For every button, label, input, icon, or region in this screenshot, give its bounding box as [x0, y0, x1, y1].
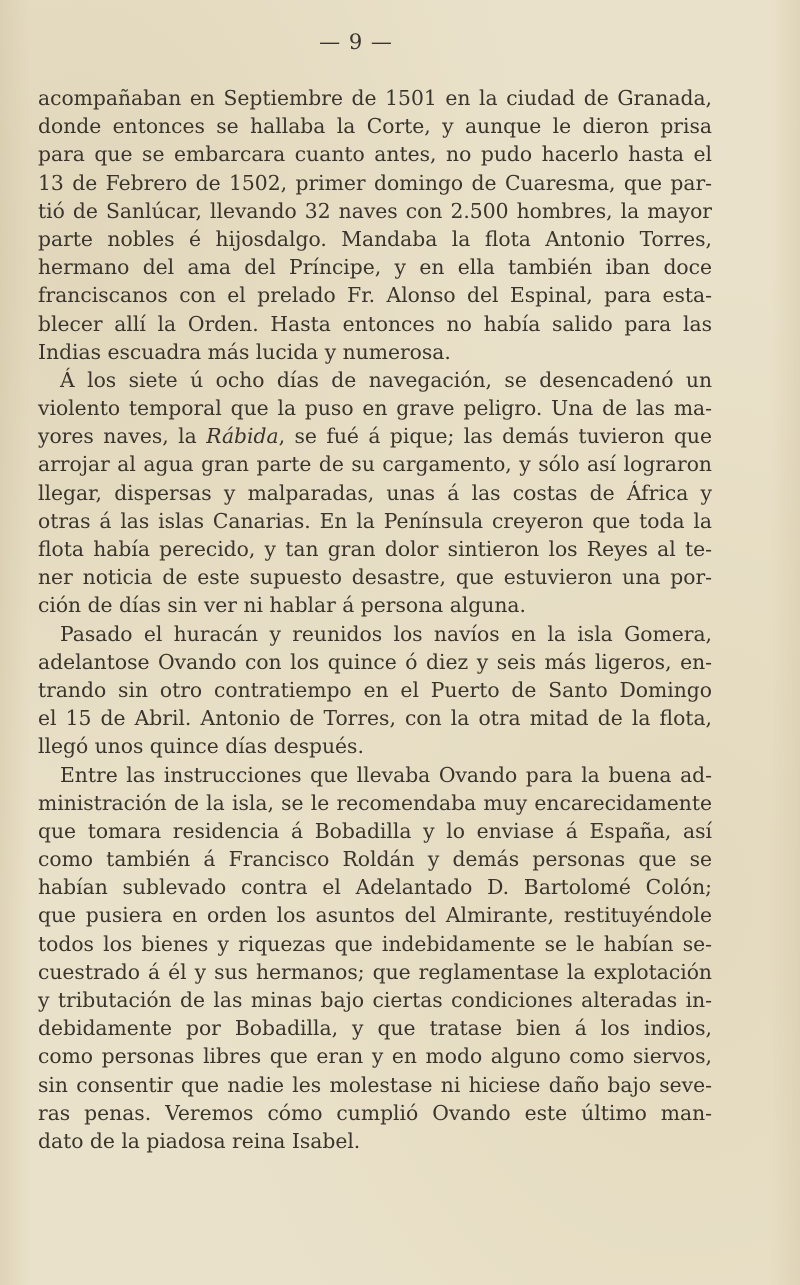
text-line: habían sublevado contra el Adelantado D. Bartolomé Colón;: [38, 875, 712, 900]
text-line: blecer allí la Orden. Hasta entonces no había salido para las: [38, 311, 712, 336]
text-line: que pusiera en orden los asuntos del Almirante, restituyéndole: [38, 903, 712, 928]
text-line: y tributación de las minas bajo ciertas condiciones alteradas in-: [38, 988, 712, 1012]
paragraph-2: [38, 366, 712, 620]
ship-name: Rábida: [206, 424, 279, 449]
text-fragment: , se fué á pique; las demás tuvieron que: [278, 424, 712, 449]
text-line: otras á las islas Canarias. En la Península creyeron que toda la: [38, 508, 712, 533]
paragraph-3: [38, 620, 712, 761]
text-line: violento temporal que la puso en grave peligro. Una de las ma-: [38, 396, 712, 421]
text-line: todos los bienes y riquezas que indebidamente se le habían se-: [38, 931, 712, 956]
text-line: que tomara residencia á Bobadilla y lo enviase á España, así: [38, 818, 712, 843]
text-line: Entre las instrucciones que llevaba Ovando para la buena ad-: [60, 762, 712, 787]
text-line: como también á Francisco Roldán y demás personas que se: [38, 847, 712, 872]
text-line: ras penas. Veremos cómo cumplió Ovando este último man-: [38, 1100, 712, 1125]
text-line: para que se embarcara cuanto antes, no pudo hacerlo hasta el: [38, 142, 712, 167]
text-line: sin consentir que nadie les molestase ni hiciese daño bajo seve-: [38, 1072, 712, 1097]
text-line: hermano del ama del Príncipe, y en ella también iban doce: [38, 255, 712, 280]
text-line: cuestrado á él y sus hermanos; que reglamentase la explotación: [38, 959, 712, 984]
text-line: ner noticia de este supuesto desastre, que estuvieron una por-: [38, 565, 712, 590]
paragraph-4: [38, 761, 712, 1156]
text-line: ministración de la isla, se le recomendaba muy encarecidamente: [38, 790, 712, 815]
text-line-with-ship-name: [38, 422, 712, 450]
text-line: franciscanos con el prelado Fr. Alonso del Espinal, para esta-: [38, 283, 712, 308]
body-text: [38, 84, 712, 1155]
text-line: Pasado el huracán y reunidos los navíos en la isla Gomera,: [60, 621, 712, 646]
text-line: dato de la piadosa reina Isabel.: [38, 1128, 361, 1153]
text-line: adelantose Ovando con los quince ó diez y seis más ligeros, en-: [38, 649, 712, 674]
text-line: flota había perecido, y tan gran dolor sintieron los Reyes al te-: [38, 537, 712, 561]
text-line: acompañaban en Septiembre de 1501 en la ciudad de Granada,: [38, 86, 712, 110]
text-line: como personas libres que eran y en modo alguno como siervos,: [38, 1044, 712, 1069]
text-line: arrojar al agua gran parte de su cargamento, y sólo así lograron: [38, 452, 712, 477]
text-line: tió de Sanlúcar, llevando 32 naves con 2.500 hombres, la mayor: [38, 198, 712, 223]
page-number: — 9 —: [319, 30, 393, 54]
text-line: parte nobles é hijosdalgo. Mandaba la flota Antonio Torres,: [38, 226, 712, 251]
text-line: Á los siete ú ocho días de navegación, se desencadenó un: [60, 367, 712, 392]
text-line: debidamente por Bobadilla, y que tratase bien á los indios,: [38, 1016, 712, 1041]
paragraph-1: [38, 84, 712, 366]
text-line: trando sin otro contratiempo en el Puerto de Santo Domingo: [38, 677, 712, 702]
text-line: Indias escuadra más lucida y numerosa.: [38, 339, 451, 364]
text-line: el 15 de Abril. Antonio de Torres, con la otra mitad de la flota,: [38, 706, 712, 731]
text-line: ción de días sin ver ni hablar á persona alguna.: [38, 593, 526, 618]
text-line: llegar, dispersas y malparadas, unas á las costas de África y: [38, 480, 712, 505]
text-fragment: yores naves, la: [38, 424, 207, 449]
text-line: donde entonces se hallaba la Corte, y aunque le dieron prisa: [38, 114, 712, 139]
text-line: 13 de Febrero de 1502, primer domingo de Cuaresma, que par-: [38, 170, 712, 195]
text-line: llegó unos quince días después.: [38, 734, 364, 759]
